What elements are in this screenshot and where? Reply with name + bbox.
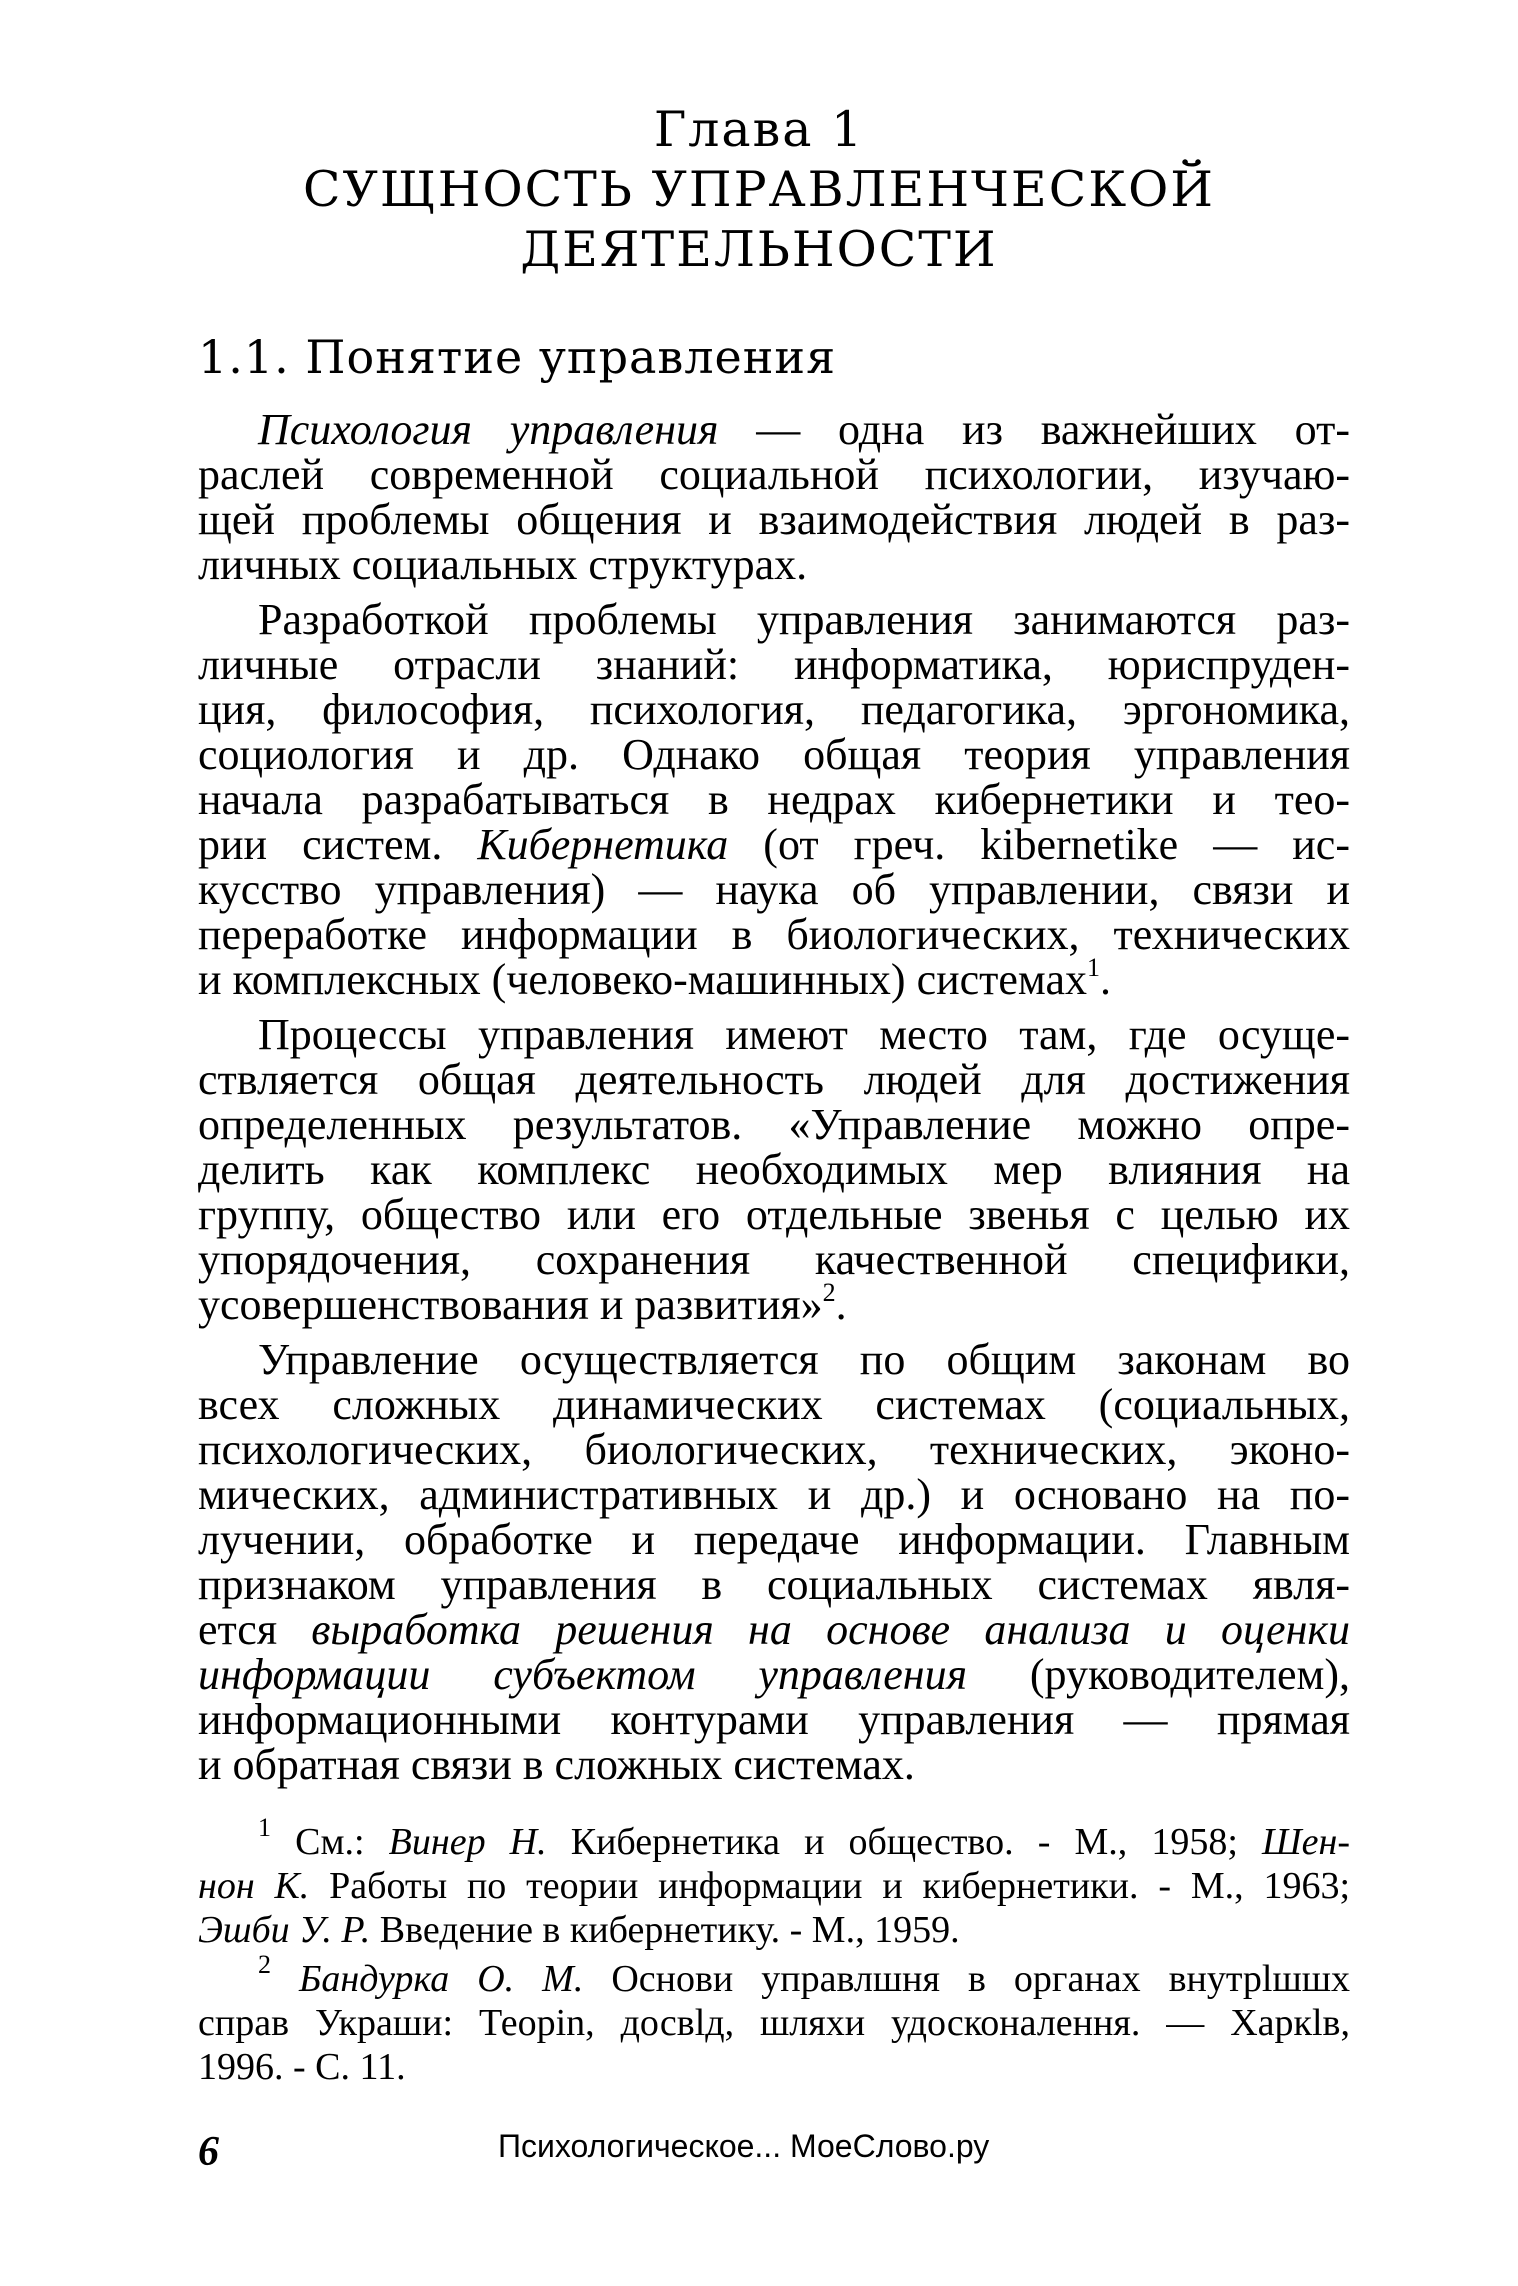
text-fragment: ется bbox=[198, 1605, 312, 1654]
text-line: переработке информации в биологических, технических bbox=[198, 910, 1350, 959]
footnote-line: справ Украши: Теорin, досвlд, шляхи удосконалення. — Харкlв, bbox=[198, 2002, 1350, 2044]
watermark: Психологическое... МоеСлово.ру bbox=[498, 2128, 990, 2164]
page-number: 6 bbox=[198, 2129, 219, 2175]
text-fragment: См.: bbox=[271, 1821, 389, 1863]
footnote-line bbox=[198, 1908, 1350, 1952]
text-line: личные отрасли знаний: информатика, юриспруден- bbox=[198, 640, 1350, 689]
text-line: мических, административных и др.) и основано на по- bbox=[198, 1470, 1350, 1519]
text-line bbox=[198, 955, 1350, 1005]
chapter-title-line-1: СУЩНОСТЬ УПРАВЛЕНЧЕСКОЙ bbox=[302, 161, 1216, 218]
author-name: Эшби У. Р. bbox=[198, 1909, 371, 1951]
footnote-line bbox=[258, 1950, 1351, 2001]
text-fragment: рии систем. bbox=[198, 820, 478, 869]
text-line: лучении, обработке и передаче информации. Главным bbox=[198, 1515, 1350, 1564]
text-line: раслей современной социальной психологии, изучаю- bbox=[198, 450, 1350, 499]
text-line: упорядочения, сохранения качественной специфики, bbox=[198, 1235, 1350, 1284]
text-line bbox=[198, 1605, 1350, 1655]
footnote-line: 1996. - С. 11. bbox=[198, 2046, 406, 2088]
text-line: социология и др. Однако общая теория управления bbox=[198, 730, 1350, 779]
term-psychology-of-management: Психология управления bbox=[258, 405, 719, 454]
text-fragment: . bbox=[835, 1280, 847, 1329]
text-fragment: и комплексных (человеко-машинных) системах bbox=[198, 955, 1088, 1004]
text-line: определенных результатов. «Управление можно опре- bbox=[198, 1100, 1350, 1149]
author-name: Шен- bbox=[1262, 1821, 1351, 1863]
term-cybernetics: Кибернетика bbox=[477, 820, 729, 869]
section-title: 1.1. Понятие управления bbox=[198, 330, 837, 384]
text-line bbox=[198, 820, 1350, 870]
text-line: ция, философия, психология, педагогика, эргономика, bbox=[198, 685, 1350, 734]
text-line: психологических, биологических, технических, эконо- bbox=[198, 1425, 1350, 1474]
chapter-number: Глава 1 bbox=[653, 101, 865, 158]
text-line: щей проблемы общения и взаимодействия людей в раз- bbox=[198, 495, 1350, 544]
text-line: всех сложных динамических системах (социальных, bbox=[198, 1380, 1350, 1429]
footnote-ref: 1 bbox=[1087, 953, 1101, 982]
text-fragment: Кибернетика и общество. - М., 1958; bbox=[546, 1821, 1262, 1863]
text-line: Процессы управления имеют место там, где осуще- bbox=[258, 1010, 1350, 1059]
text-line: кусство управления) — наука об управлении, связи и bbox=[198, 865, 1350, 914]
text-line: и обратная связи в сложных системах. bbox=[198, 1740, 915, 1789]
text-line: информационными контурами управления — прямая bbox=[198, 1695, 1350, 1744]
author-name: Винер Н. bbox=[388, 1821, 547, 1863]
emphasis-text: выработка решения на основе анализа и оценки bbox=[311, 1605, 1350, 1654]
footnote-line bbox=[258, 1813, 1351, 1864]
text-line bbox=[198, 1280, 1350, 1330]
author-name: нон К. bbox=[198, 1865, 310, 1907]
text-fragment: (руководителем), bbox=[967, 1650, 1350, 1699]
text-fragment: усовершенствования и развития» bbox=[198, 1280, 823, 1329]
text-fragment: . bbox=[1100, 955, 1112, 1004]
footnote-marker: 2 bbox=[258, 1950, 271, 1979]
text-fragment: Работы по теории информации и кибернетики. - М., 1963; bbox=[309, 1865, 1351, 1907]
text-line: группу, общество или его отдельные звенья с целью их bbox=[198, 1190, 1350, 1239]
chapter-title-line-2: ДЕЯТЕЛЬНОСТИ bbox=[520, 221, 998, 278]
text-line: ствляется общая деятельность людей для достижения bbox=[198, 1055, 1350, 1104]
footnote-ref: 2 bbox=[822, 1278, 836, 1307]
text-line bbox=[258, 405, 1350, 455]
text-fragment: Основи управлшня в органах внутрlшшх bbox=[583, 1958, 1351, 2000]
text-line: личных социальных структурах. bbox=[198, 540, 808, 589]
text-fragment bbox=[271, 1958, 299, 2000]
author-name: Бандурка О. М. bbox=[299, 1958, 584, 2000]
text-line bbox=[198, 1650, 1350, 1700]
text-fragment: Введение в кибернетику. - М., 1959. bbox=[370, 1909, 960, 1951]
footnote-marker: 1 bbox=[258, 1813, 271, 1842]
emphasis-text: информации субъектом управления bbox=[198, 1650, 968, 1699]
text-fragment: — одна из важнейших от- bbox=[718, 405, 1350, 454]
text-fragment: (от греч. kibernetike — ис- bbox=[728, 820, 1350, 869]
text-line: начала разрабатываться в недрах кибернетики и тео- bbox=[198, 775, 1350, 824]
text-line: признаком управления в социальных системах явля- bbox=[198, 1560, 1350, 1609]
text-line: делить как комплекс необходимых мер влияния на bbox=[198, 1145, 1350, 1194]
text-line: Разработкой проблемы управления занимаются раз- bbox=[258, 595, 1350, 644]
footnote-line bbox=[198, 1864, 1350, 1908]
text-line: Управление осуществляется по общим законам во bbox=[258, 1335, 1350, 1384]
